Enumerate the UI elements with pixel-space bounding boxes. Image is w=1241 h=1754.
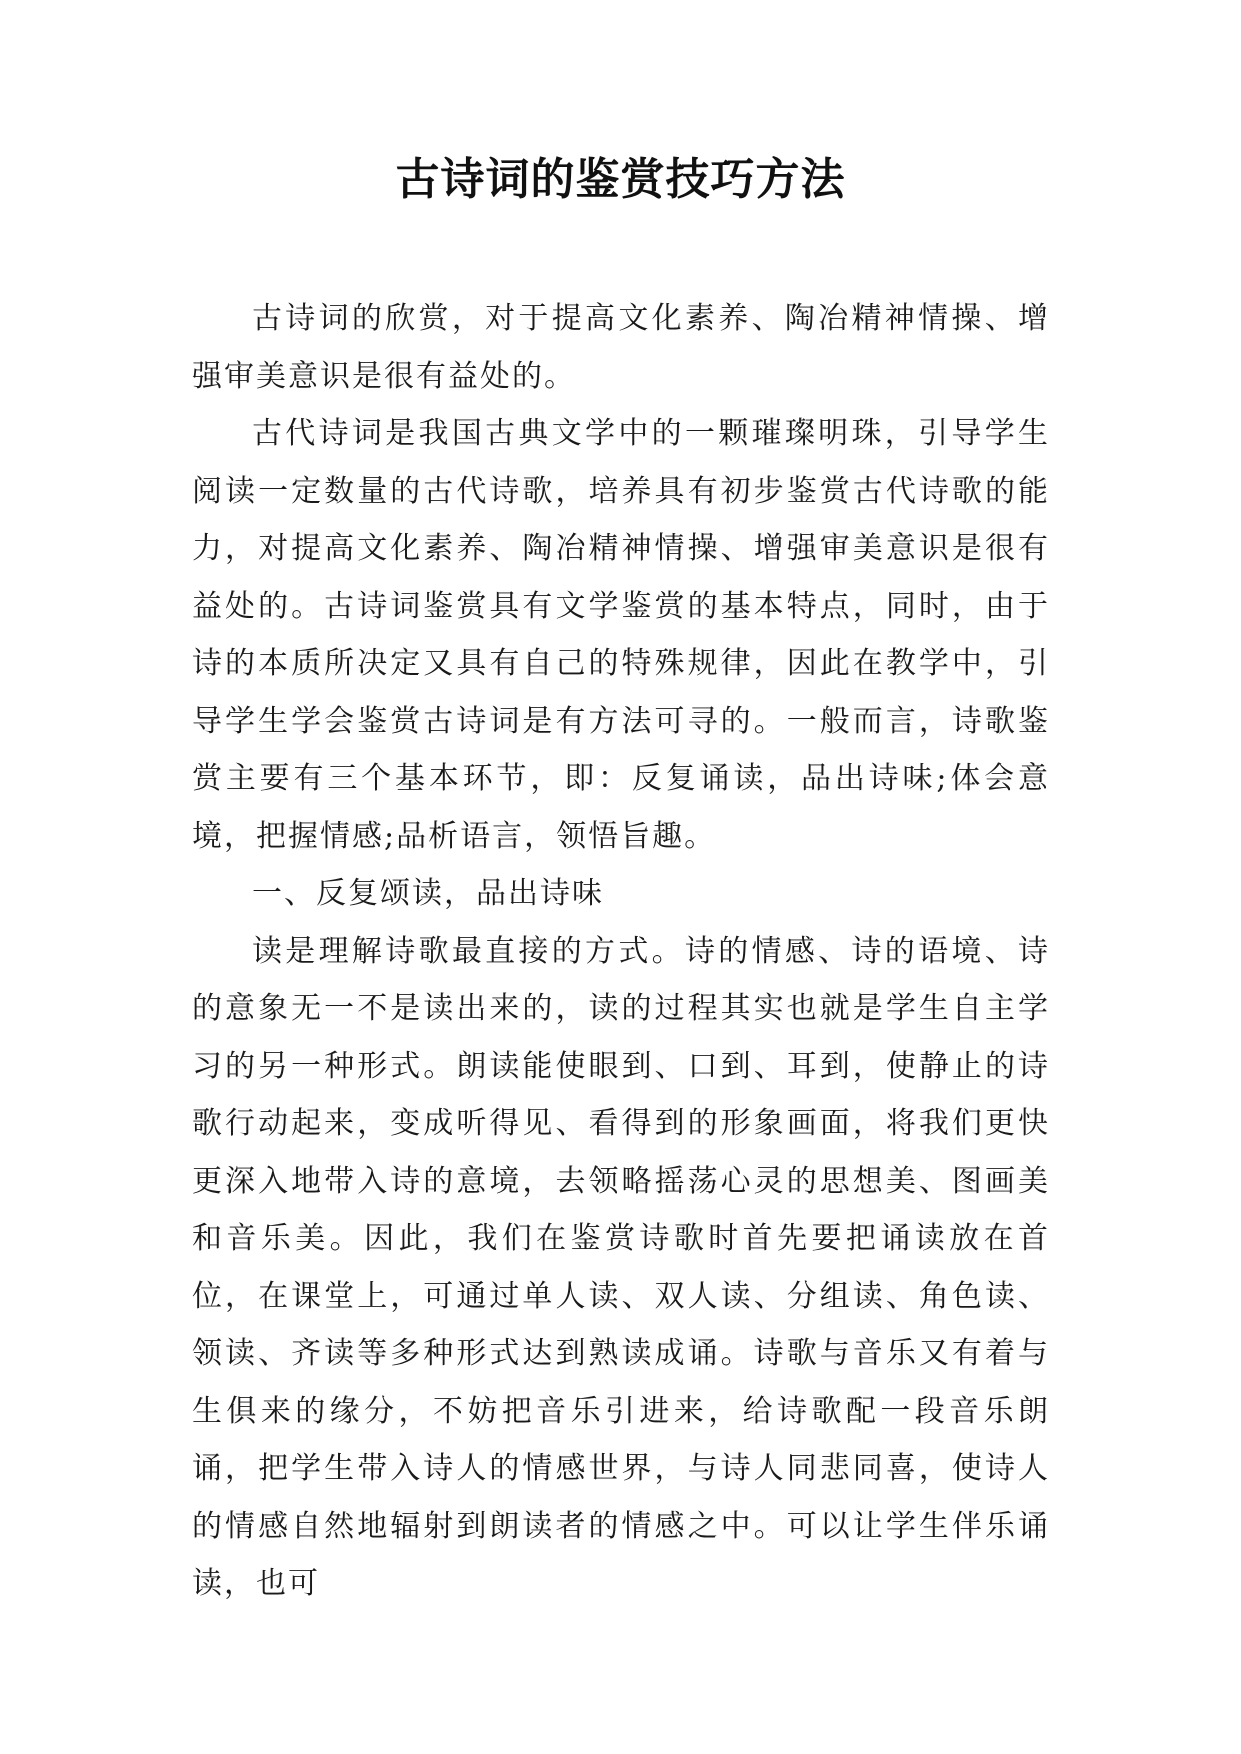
document-title: 古诗词的鉴赏技巧方法 — [395, 154, 846, 205]
paragraph-reading: 读是理解诗歌最直接的方式。诗的情感、诗的语境、诗的意象无一不是读出来的，读的过程其实也就是学生自主学习的另一种形式。朗读能使眼到、口到、耳到，使静止的诗歌行动起来，变成听得见、看得到的形象画面，将我们更快更深入地带入诗的意境，去领略摇荡心灵的思想美、图画美和音乐美。因此，我们在鉴赏诗歌时首先要把诵读放在首位，在课堂上，可通过单人读、双人读、分组读、角色读、领读、齐读等多种形式达到熟读成诵。诗歌与音乐又有着与生俱来的缘分，不妨把音乐引进来，给诗歌配一段音乐朗诵，把学生带入诗人的情感世界，与诗人同悲同喜，使诗人的情感自然地辐射到朗读者的情感之中。可以让学生伴乐诵读，也可 — [192, 933, 1050, 1601]
document-body — [192, 290, 1050, 1613]
paragraph-overview: 古代诗词是我国古典文学中的一颗璀璨明珠，引导学生阅读一定数量的古代诗歌，培养具有初步鉴赏古代诗歌的能力，对提高文化素养、陶冶精神情操、增强审美意识是很有益处的。古诗词鉴赏具有文学鉴赏的基本特点，同时，由于诗的本质所决定又具有自己的特殊规律，因此在教学中，引导学生学会鉴赏古诗词是有方法可寻的。一般而言，诗歌鉴赏主要有三个基本环节，即：反复诵读，品出诗味;体会意境，把握情感;品析语言，领悟旨趣。 — [192, 416, 1050, 854]
section-heading-1: 一、反复颂读，品出诗味 — [252, 876, 604, 911]
paragraph-intro: 古诗词的欣赏，对于提高文化素养、陶冶精神情操、增强审美意识是很有益处的。 — [192, 301, 1050, 394]
